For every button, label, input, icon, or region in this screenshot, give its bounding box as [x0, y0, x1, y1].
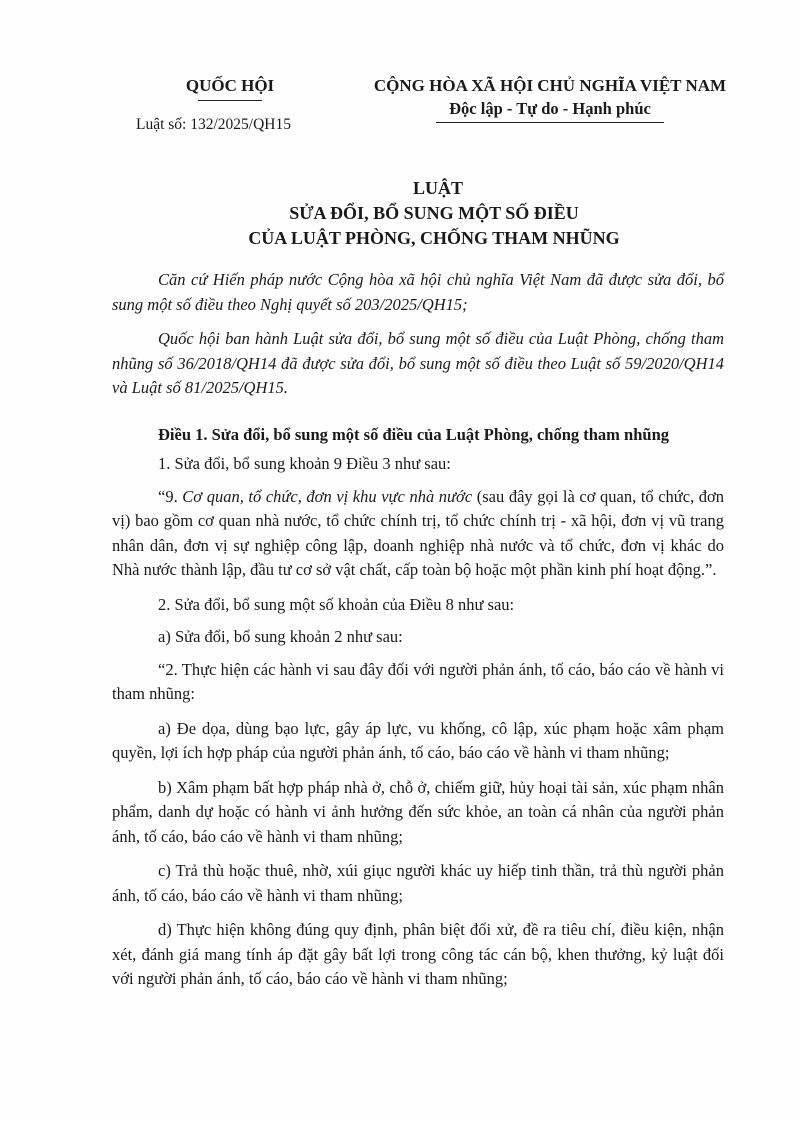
law-number: Luật số: 132/2025/QH15	[136, 116, 291, 133]
clause-2-quote: “2. Thực hiện các hành vi sau đây đối với người phản ánh, tố cáo, báo cáo về hành vi tham nhũng:	[112, 659, 724, 703]
clause-9-quote	[112, 485, 724, 583]
quote-open: “9.	[158, 486, 183, 506]
issuer-underline	[198, 100, 262, 101]
clause-1: 1. Sửa đổi, bổ sung khoản 9 Điều 3 như sau:	[158, 454, 451, 473]
title-line-1: LUẬT	[412, 178, 463, 198]
issuer-name: QUỐC HỘI	[185, 76, 275, 95]
title-line-2: SỬA ĐỔI, BỔ SUNG MỘT SỐ ĐIỀU	[289, 203, 579, 223]
national-motto: Độc lập - Tự do - Hạnh phúc	[449, 99, 651, 118]
clause-2: 2. Sửa đổi, bổ sung một số khoản của Điều 8 như sau:	[158, 594, 515, 614]
title-line-3: CỦA LUẬT PHÒNG, CHỐNG THAM NHŨNG	[248, 228, 620, 248]
preamble-constitution: Căn cứ Hiến pháp nước Cộng hòa xã hội chủ nghĩa Việt Nam đã được sửa đổi, bổ sung một số điều theo Nghị quyết số 203/2025/QH15;	[112, 270, 724, 314]
point-c: c) Trả thù hoặc thuê, nhờ, xúi giục người khác uy hiếp tinh thần, trả thù người phản ánh, tố cáo, báo cáo về hành vi tham nhũng;	[112, 861, 724, 905]
article-1-heading: Điều 1. Sửa đổi, bổ sung một số điều của Luật Phòng, chống tham nhũng	[158, 424, 669, 444]
issuing-authority	[150, 76, 310, 101]
point-d: d) Thực hiện không đúng quy định, phân biệt đối xử, đề ra tiêu chí, điều kiện, nhận xét, đánh giá mang tính áp đặt gây bất lợi trong công tác cán bộ, khen thưởng, kỷ luật đối với người phản ánh, tố cáo, báo cáo về hành vi tham nhũng;	[112, 920, 724, 988]
document-title	[0, 176, 800, 251]
point-a: a) Đe dọa, dùng bạo lực, gây áp lực, vu khống, cô lập, xúc phạm hoặc xâm phạm quyền, lợi ích hợp pháp của người phản ánh, tố cáo, báo cáo về hành vi tham nhũng;	[112, 718, 724, 762]
clause-2-point-a: a) Sửa đổi, bổ sung khoản 2 như sau:	[158, 627, 403, 646]
motto-underline	[436, 122, 664, 123]
preamble-enactment: Quốc hội ban hành Luật sửa đổi, bổ sung một số điều của Luật Phòng, chống tham nhũng số 36/2018/QH14 đã được sửa đổi, bổ sung một số điều theo Luật số 59/2020/QH14 và Luật số 81/2025/QH15.	[112, 329, 724, 397]
document-body	[112, 268, 724, 1002]
point-b: b) Xâm phạm bất hợp pháp nhà ở, chỗ ở, chiếm giữ, hủy hoại tài sản, xúc phạm nhân phẩm, danh dự hoặc có hành vi ảnh hưởng đến sức khỏe, an toàn cá nhân của người phản ánh, tố cáo, báo cáo về hành vi tham nhũng;	[112, 777, 724, 846]
national-header	[340, 76, 760, 123]
quote-body: (sau đây gọi là cơ quan, tổ chức, đơn vị) bao gồm cơ quan nhà nước, tổ chức chính trị, tổ chức chính trị - xã hội, đơn vị vũ trang nhân dân, đơn vị sự nghiệp công lập, doanh nghiệp nhà nước và tổ chức, đơn vị khác do Nhà nước thành lập, đầu tư cơ sở vật chất, cấp toàn bộ hoặc một phần kinh phí hoạt động.”.	[112, 486, 725, 579]
defined-term: Cơ quan, tổ chức, đơn vị khu vực nhà nước	[182, 486, 473, 506]
country-name: CỘNG HÒA XÃ HỘI CHỦ NGHĨA VIỆT NAM	[373, 76, 727, 95]
